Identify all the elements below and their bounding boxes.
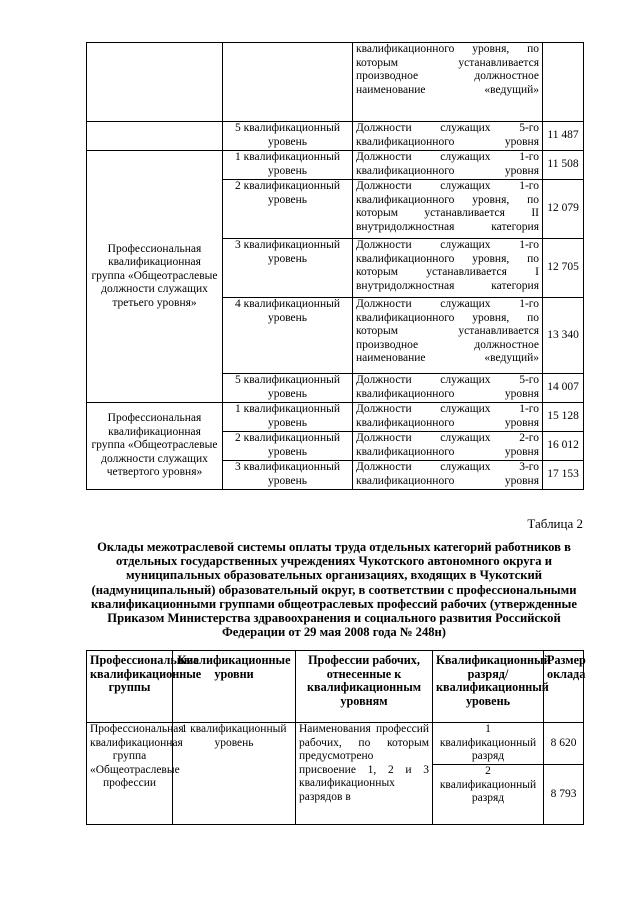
level-cell: 1 квалификационный уровень — [173, 723, 296, 825]
salary-cell — [543, 43, 584, 122]
salary-cell: 16 012 — [543, 432, 584, 461]
grade-cell: 1 квалификационный разряд — [433, 723, 544, 765]
salary-cell: 12 079 — [543, 180, 584, 239]
level-cell: 4 квалификационный уровень — [223, 298, 353, 374]
table-title: Оклады межотраслевой системы оплаты труда отдельных категорий работников в отдельных государственных учреждениях Чукотского автономного округа и муниципальных образовательных организациях, входящих в Чукотский (надмуниципальный) образовательный округ, в соответствии с профессиональными квалификационными группами общеотраслевых профессий рабочих (утвержденные Приказом Министерства здравоохранения и социального развития Российской Федерации от 29 мая 2008 года № 248н) — [91, 540, 577, 640]
salary-cell: 14 007 — [543, 374, 584, 403]
level-cell: 5 квалификационный уровень — [223, 122, 353, 151]
position-cell: Должности служащих 5-го квалификационного уровня — [353, 374, 543, 403]
group-cell-fourth-level: Профессиональная квалификационная группа «Общеотраслевые должности служащих четвертого уровня» — [87, 403, 223, 490]
header-grade: Квалификационный разряд/квалификационный уровень — [433, 651, 544, 723]
table-row — [87, 43, 584, 122]
table-row — [87, 403, 584, 432]
qualification-table-continued — [86, 42, 584, 490]
salary-cell: 8 793 — [544, 765, 584, 825]
position-cell: Должности служащих 1-го квалификационного уровня, по которым устанавливается I внутридолжностная категория — [353, 239, 543, 298]
group-cell-previous — [87, 43, 223, 122]
position-cell: Должности служащих 5-го квалификационного уровня — [353, 122, 543, 151]
grade-cell: 2 квалификационный разряд — [433, 765, 544, 825]
group-cell-third-level: Профессиональная квалификационная группа «Общеотраслевые должности служащих третьего уровня» — [87, 151, 223, 403]
table-header-row — [87, 651, 584, 723]
level-cell: 3 квалификационный уровень — [223, 239, 353, 298]
position-cell: Должности служащих 2-го квалификационного уровня — [353, 432, 543, 461]
salary-cell: 15 128 — [543, 403, 584, 432]
salary-cell: 11 487 — [543, 122, 584, 151]
table-number: Таблица 2 — [527, 516, 583, 531]
salary-cell: 11 508 — [543, 151, 584, 180]
position-cell: Должности служащих 3-го квалификационного уровня — [353, 461, 543, 490]
salary-cell: 12 705 — [543, 239, 584, 298]
level-cell: 2 квалификационный уровень — [223, 180, 353, 239]
level-cell: 3 квалификационный уровень — [223, 461, 353, 490]
table-row — [87, 122, 584, 151]
level-cell: 2 квалификационный уровень — [223, 432, 353, 461]
professions-cell: Наименования профессий рабочих, по которым предусмотрено присвоение 1, 2 и 3 квалификационных разрядов в — [296, 723, 433, 825]
position-cell: Должности служащих 1-го квалификационного уровня — [353, 403, 543, 432]
position-cell: Должности служащих 1-го квалификационного уровня, по которым устанавливается производное должностное наименование «ведущий» — [353, 298, 543, 374]
salary-cell: 8 620 — [544, 723, 584, 765]
table-row — [87, 723, 584, 765]
position-cell: Должности служащих 1-го квалификационного уровня, по которым устанавливается II внутридолжностная категория — [353, 180, 543, 239]
header-professions: Профессии рабочих, отнесенные к квалификационным уровням — [296, 651, 433, 723]
worker-salary-table — [86, 650, 584, 825]
position-cell: квалификационного уровня, по которым устанавливается производное должностное наименование «ведущий» — [353, 43, 543, 122]
group-cell: Профессиональная квалификационная группа «Общеотраслевые профессии — [87, 723, 173, 825]
header-level: Квалификационные уровни — [173, 651, 296, 723]
group-cell-previous-end — [87, 122, 223, 151]
level-cell: 1 квалификационный уровень — [223, 403, 353, 432]
salary-cell: 17 153 — [543, 461, 584, 490]
header-salary: Размер оклада — [544, 651, 584, 723]
header-group: Профессиональные квалификационные группы — [87, 651, 173, 723]
level-cell — [223, 43, 353, 122]
salary-cell: 13 340 — [543, 298, 584, 374]
position-cell: Должности служащих 1-го квалификационного уровня — [353, 151, 543, 180]
level-cell: 5 квалификационный уровень — [223, 374, 353, 403]
level-cell: 1 квалификационный уровень — [223, 151, 353, 180]
table-row — [87, 151, 584, 180]
